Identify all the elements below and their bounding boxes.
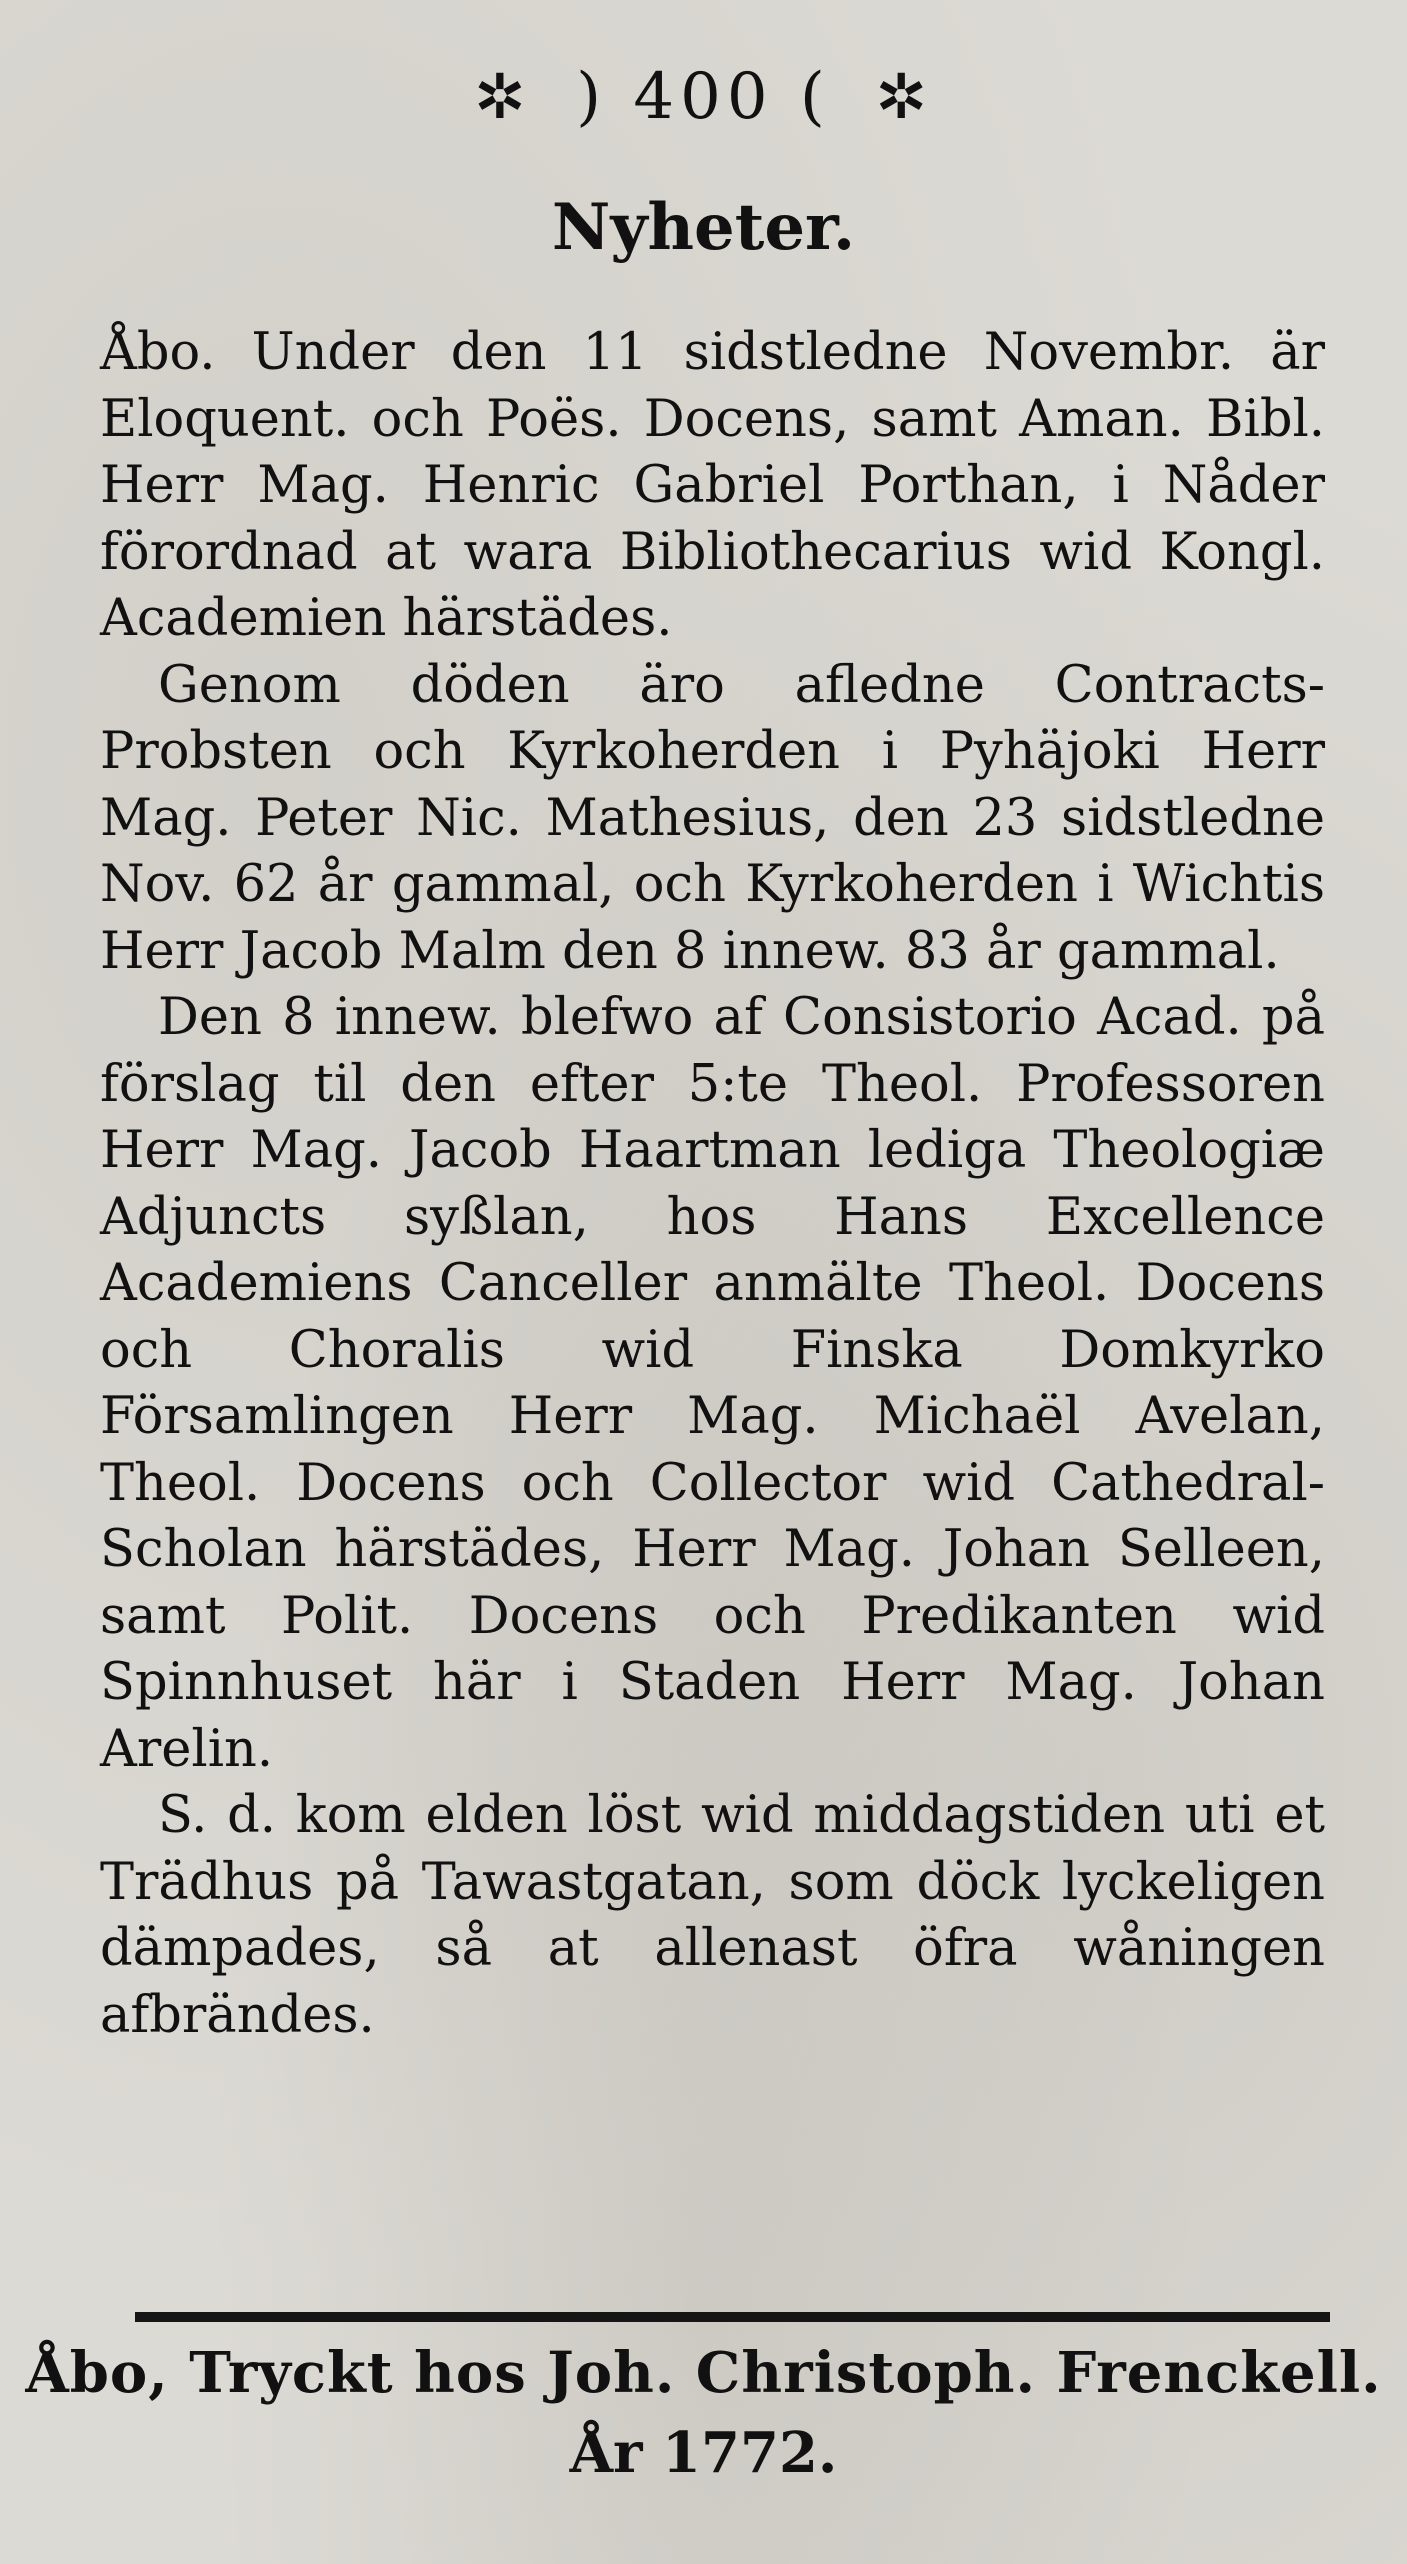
printer-imprint: Åbo, Tryckt hos Joh. Christoph. Frenckell. bbox=[25, 2340, 1382, 2406]
section-title: Nyheter. bbox=[551, 190, 856, 265]
star-ornament-left-icon: ✲ bbox=[473, 60, 532, 133]
paragraph-fire: S. d. kom elden löst wid middagstiden uti et Trädhus på Tawastgatan, som döck lyckeligen dämpades, så at allenast öfra wåningen afbrändes. bbox=[100, 1786, 1325, 2045]
paragraph-appointment: Åbo. Under den 11 sidstledne Novembr. är Eloquent. och Poës. Docens, samt Aman. Bibl. Herr Mag. Henric Gabriel Porthan, i Nåder förordnad at wara Bibliothecarius wid Kongl. Academien härstädes. bbox=[100, 323, 1325, 648]
footer-divider bbox=[135, 2312, 1330, 2322]
star-ornament-right-icon: ✲ bbox=[875, 60, 934, 133]
paragraph-deaths: Genom döden äro afledne Contracts-Probsten och Kyrkoherden i Pyhäjoki Herr Mag. Peter Nic. Mathesius, den 23 sidstledne Nov. 62 år gammal, och Kyrkoherden i Wichtis Herr Jacob Malm den 8 innew. 83 år gammal. bbox=[100, 655, 1325, 981]
page-header bbox=[0, 60, 1407, 134]
article-body bbox=[100, 320, 1325, 2049]
imprint-year: År 1772. bbox=[569, 2420, 838, 2486]
paragraph-consistory: Den 8 innew. blefwo af Consistorio Acad. på förslag til den efter 5:te Theol. Professoren Herr Mag. Jacob Haartman lediga Theologiæ Adjuncts syßlan, hos Hans Excellence Academiens Canceller anmälte Theol. Docens och Choralis wid Finska Domkyrko Församlingen Herr Mag. Michaël Avelan, Theol. Docens och Collector wid Cathedral-Scholan härstädes, Herr Mag. Johan Selleen, samt Polit. Docens och Predikanten wid Spinnhuset här i Staden Herr Mag. Johan Arelin. bbox=[100, 988, 1325, 1779]
page-number: ) 400 ( bbox=[576, 60, 831, 134]
